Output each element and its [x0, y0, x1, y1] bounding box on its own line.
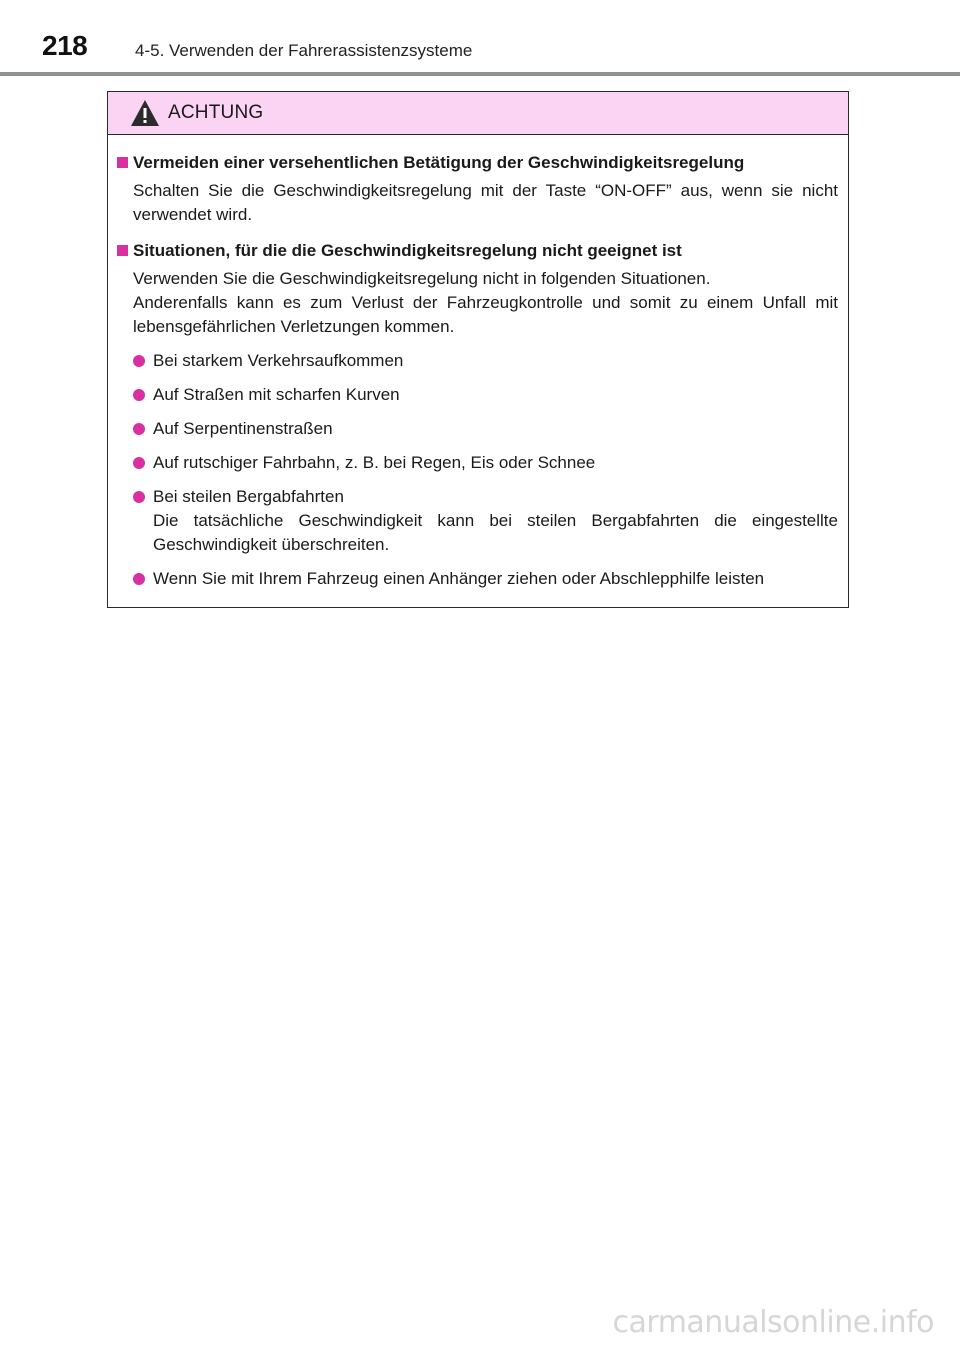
list-item — [133, 567, 838, 591]
paragraph-line: Anderenfalls kann es zum Verlust der Fahrzeugkontrolle und somit zu einem Unfall mit lebensgefährlichen Verletzungen kommen. — [133, 293, 838, 336]
watermark: carmanualsonline.info — [612, 1305, 934, 1340]
list-item-text: Auf Straßen mit scharfen Kurven — [153, 385, 400, 404]
chapter-title: 4-5. Verwenden der Fahrerassistenzsysteme — [135, 41, 473, 60]
list-item-text: Bei starkem Verkehrsaufkommen — [153, 351, 404, 370]
header-rule — [0, 72, 960, 76]
circle-bullet-icon — [133, 423, 145, 435]
list-item-text: Wenn Sie mit Ihrem Fahrzeug einen Anhänger ziehen oder Abschlepphilfe leisten — [153, 569, 765, 588]
list-item — [133, 485, 838, 557]
paragraph — [117, 267, 838, 339]
circle-bullet-icon — [133, 573, 145, 585]
list-item-text: Auf rutschiger Fahrbahn, z. B. bei Regen, Eis oder Schnee — [153, 453, 596, 472]
list-item-note: Die tatsächliche Geschwindigkeit kann bei steilen Bergabfahrten die eingestellte Geschwindigkeit überschreiten. — [153, 511, 838, 554]
circle-bullet-icon — [133, 491, 145, 503]
section-heading-text: Situationen, für die die Geschwindigkeitsregelung nicht geeignet ist — [133, 241, 682, 260]
bullet-list — [117, 349, 838, 591]
paragraph: Schalten Sie die Geschwindigkeitsregelung mit der Taste “ON-OFF” aus, wenn sie nicht verwendet wird. — [133, 181, 838, 224]
list-item — [133, 417, 838, 441]
warning-title: ACHTUNG — [168, 102, 264, 123]
list-item — [133, 349, 838, 373]
section-heading — [117, 239, 838, 263]
list-item — [133, 451, 838, 475]
section-heading-text: Vermeiden einer versehentlichen Betätigung der Geschwindigkeitsregelung — [133, 153, 745, 172]
square-bullet-icon — [117, 157, 128, 168]
warning-body — [108, 135, 848, 591]
square-bullet-icon — [117, 245, 128, 256]
paragraph-line: Verwenden Sie die Geschwindigkeitsregelung nicht in folgenden Situationen. — [133, 269, 711, 288]
warning-header — [108, 92, 848, 135]
circle-bullet-icon — [133, 389, 145, 401]
section-heading — [117, 151, 838, 175]
circle-bullet-icon — [133, 355, 145, 367]
warning-box — [107, 91, 849, 608]
list-item — [133, 383, 838, 407]
warning-triangle-icon — [130, 99, 160, 127]
circle-bullet-icon — [133, 457, 145, 469]
page-number: 218 — [42, 30, 88, 61]
list-item-text: Auf Serpentinenstraßen — [153, 419, 333, 438]
list-item-text: Bei steilen Bergabfahrten — [153, 487, 344, 506]
